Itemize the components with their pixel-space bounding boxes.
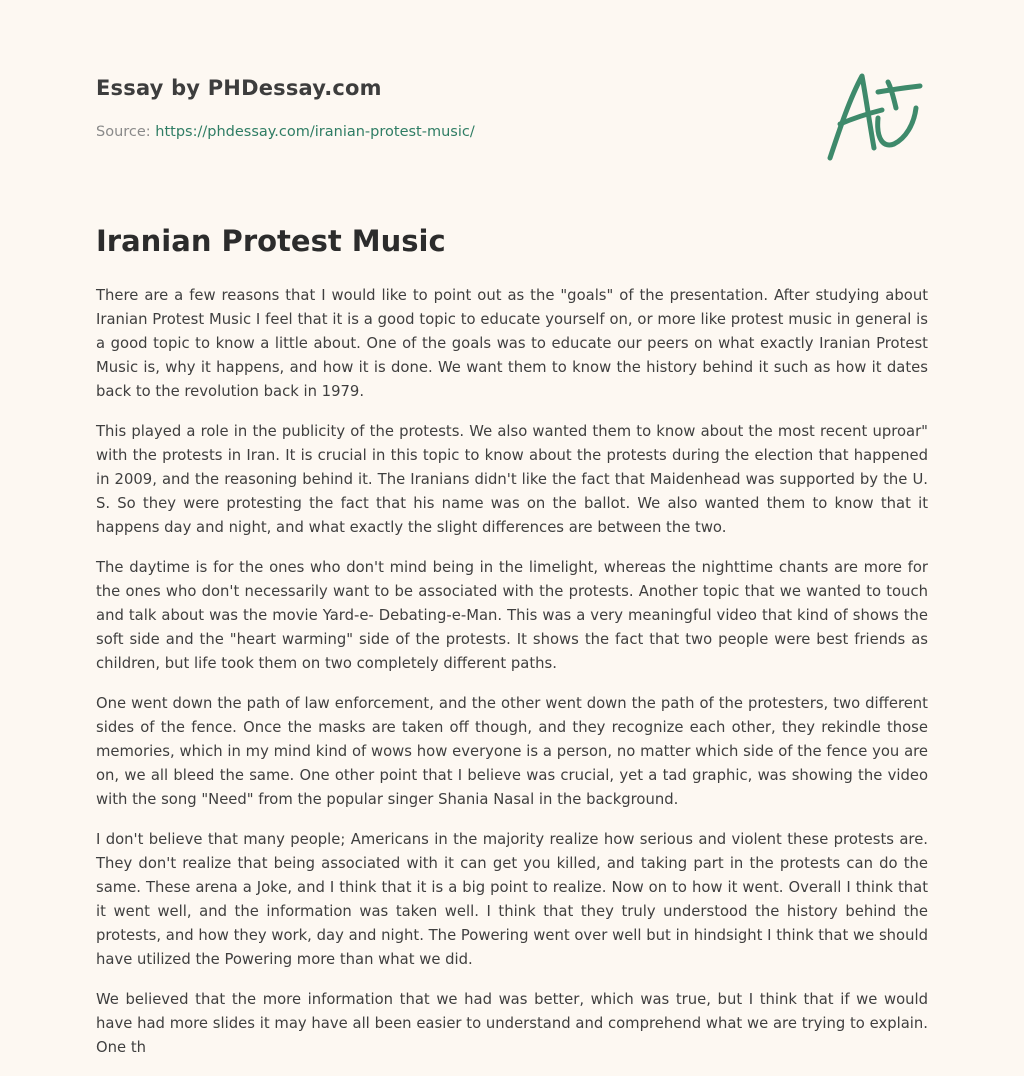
site-title: Essay by PHDessay.com: [96, 76, 382, 100]
a-plus-grade-icon: [822, 68, 926, 164]
essay-paragraph: There are a few reasons that I would like to point out as the "goals" of the presentation. After studying about Iranian Protest Music I feel that it is a good topic to educate yourself on, or more like protest music in general is a good topic to know a little about. One of the goals was to educate our peers on what exactly Iranian Protest Music is, why it happens, and how it is done. We want them to know the history behind it such as how it dates back to the revolution back in 1979.: [96, 287, 928, 400]
essay-paragraph: The daytime is for the ones who don't mind being in the limelight, whereas the nighttime chants are more for the ones who don't necessarily want to be associated with the protests. Another topic that we wanted to touch and talk about was the movie Yard-e- Debating-e-Man. This was a very meaningful video that kind of shows the soft side and the "heart warming" side of the protests. It shows the fact that two people were best friends as children, but life took them on two completely different paths.: [96, 559, 928, 672]
essay-body: [96, 284, 928, 1076]
source-label: Source:: [96, 124, 156, 140]
essay-paragraph: One went down the path of law enforcement, and the other went down the path of the protesters, two different sides of the fence. Once the masks are taken off though, and they recognize each other, they rekindle those memories, which in my mind kind of wows how everyone is a person, no matter which side of the fence you are on, we all bleed the same. One other point that I believe was crucial, yet a tad graphic, was showing the video with the song "Need" from the popular singer Shania Nasal in the background.: [96, 695, 928, 808]
essay-paragraph: We believed that the more information that we had was better, which was true, but I think that if we would have had more slides it may have all been easier to understand and comprehend what we are trying to explain. One th: [96, 991, 928, 1056]
essay-title: Iranian Protest Music: [96, 224, 446, 258]
essay-paragraph: I don't believe that many people; Americans in the majority realize how serious and violent these protests are. They don't realize that being associated with it can get you killed, and taking part in the protests can do the same. These arena a Joke, and I think that it is a big point to realize. Now on to how it went. Overall I think that it went well, and the information was taken well. I think that they truly understood the history behind the protests, and how they work, day and night. The Powering went over well but in hindsight I think that we should have utilized the Powering more than what we did.: [96, 831, 928, 968]
essay-paragraph: This played a role in the publicity of the protests. We also wanted them to know about the most recent uproar" with the protests in Iran. It is crucial in this topic to know about the protests during the election that happened in 2009, and the reasoning behind it. The Iranians didn't like the fact that Maidenhead was supported by the U. S. So they were protesting the fact that his name was on the ballot. We also wanted them to know that it happens day and night, and what exactly the slight differences are between the two.: [96, 423, 928, 536]
source-link[interactable]: https://phdessay.com/iranian-protest-music/: [155, 124, 475, 140]
source-line: [96, 124, 475, 140]
